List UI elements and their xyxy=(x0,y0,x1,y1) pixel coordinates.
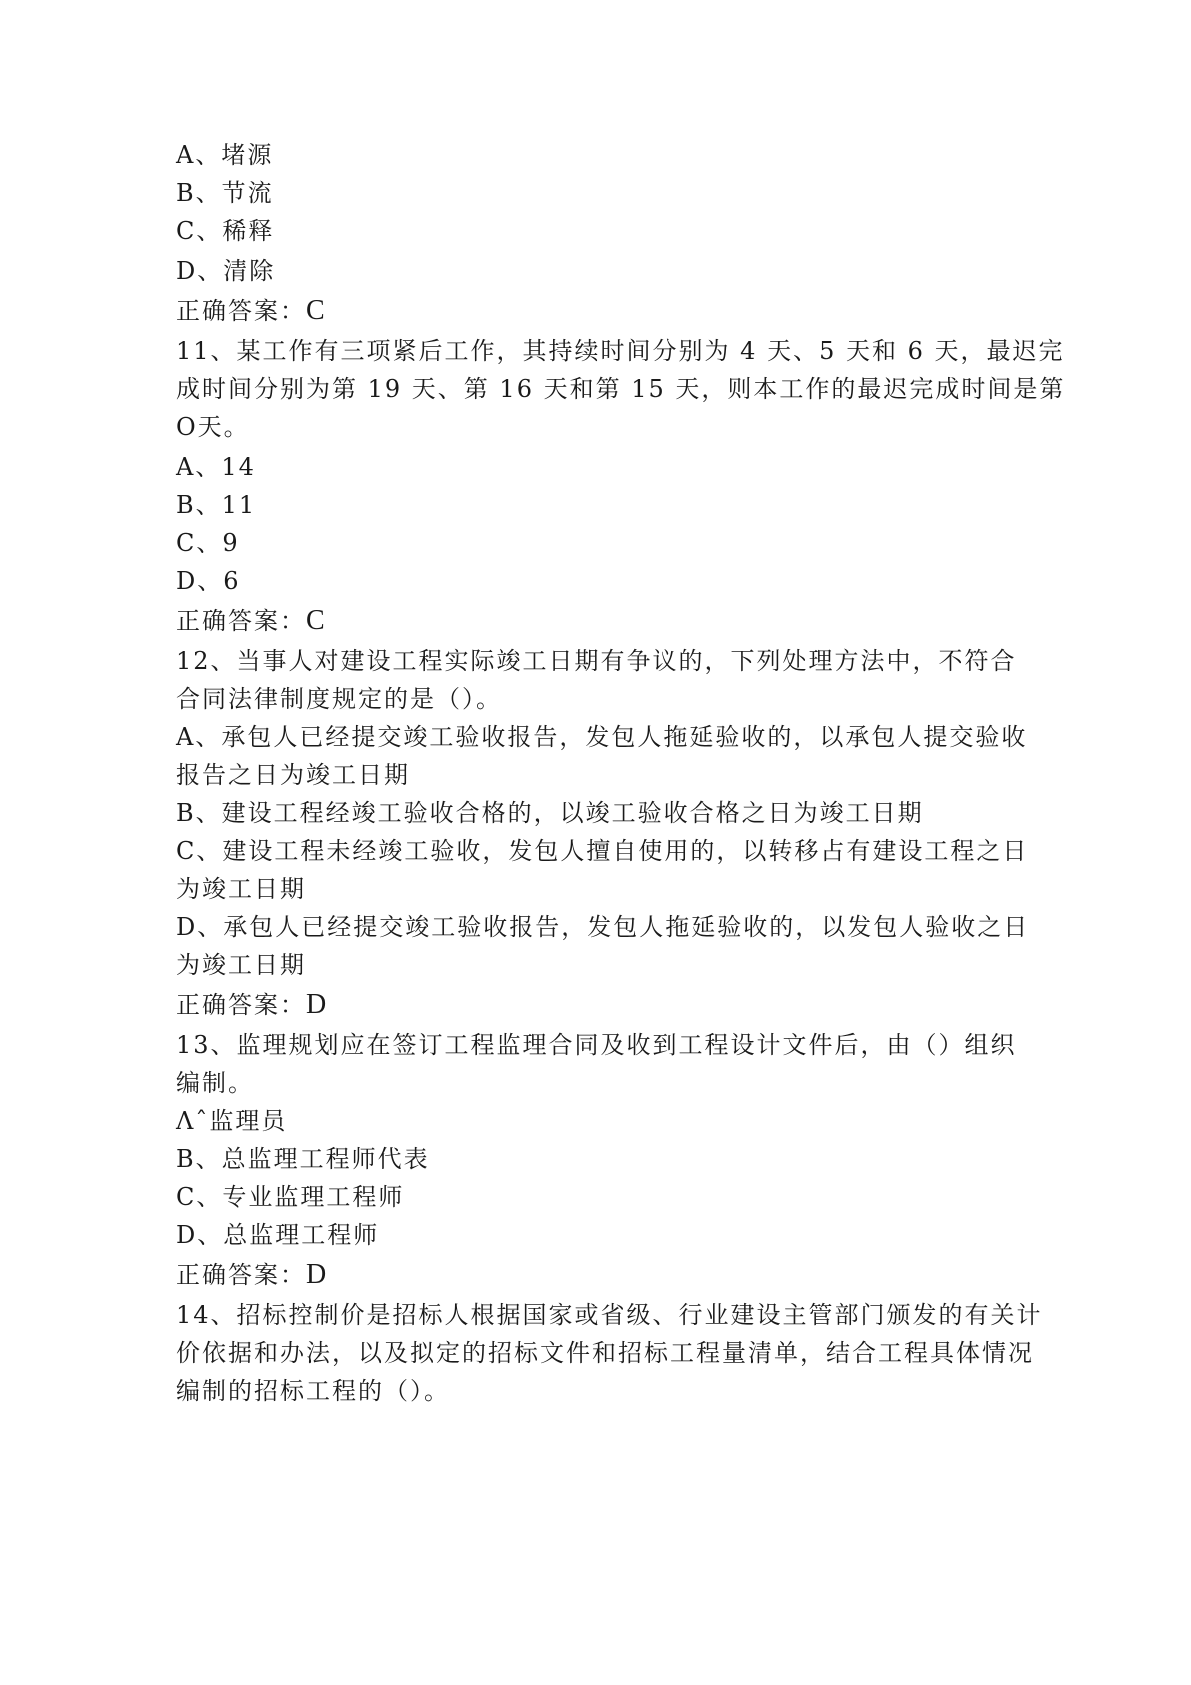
answer-label: 正确答案： xyxy=(176,297,306,325)
q12-option-d-line-1: D、承包人已经提交竣工验收报告，发包人拖延验收的，以发包人验收之日 xyxy=(176,913,1030,941)
q12-option-c-line-1: C、建设工程未经竣工验收，发包人擅自使用的，以转移占有建设工程之日 xyxy=(176,837,1029,865)
q11-stem-line-3: O天。 xyxy=(176,413,250,441)
q10-option-c: C、稀释 xyxy=(176,217,275,245)
q13-option-d: D、总监理工程师 xyxy=(176,1221,380,1249)
q11-option-a: A、14 xyxy=(176,453,256,481)
q14-stem-line-1: 14、招标控制价是招标人根据国家或省级、行业建设主管部门颁发的有关计 xyxy=(176,1301,1043,1329)
q12-option-a-line-1: A、承包人已经提交竣工验收报告，发包人拖延验收的，以承包人提交验收 xyxy=(176,723,1028,751)
q13-answer xyxy=(176,1260,326,1290)
answer-letter: C xyxy=(306,605,325,636)
q12-stem-line-2: 合同法律制度规定的是（）。 xyxy=(176,685,502,713)
q11-option-b: B、11 xyxy=(176,491,257,519)
q12-option-d-line-2: 为竣工日期 xyxy=(176,951,306,979)
q10-answer xyxy=(176,296,325,326)
q12-option-a-line-2: 报告之日为竣工日期 xyxy=(176,761,410,789)
q10-option-d: D、清除 xyxy=(176,257,276,285)
q13-option-a: Λˆ监理员 xyxy=(176,1107,288,1135)
q13-stem-line-2: 编制。 xyxy=(176,1069,254,1097)
q12-option-c-line-2: 为竣工日期 xyxy=(176,875,306,903)
q11-stem-line-1: 11、某工作有三项紧后工作，其持续时间分别为 4 天、5 天和 6 天，最迟完 xyxy=(176,337,1065,365)
q12-answer xyxy=(176,990,326,1020)
q13-stem-line-1: 13、监理规划应在签订工程监理合同及收到工程设计文件后，由（）组织 xyxy=(176,1031,1017,1059)
q12-stem-line-1: 12、当事人对建设工程实际竣工日期有争议的，下列处理方法中，不符合 xyxy=(176,647,1017,675)
q10-option-a: A、堵源 xyxy=(176,141,274,169)
q11-stem-line-2: 成时间分别为第 19 天、第 16 天和第 15 天，则本工作的最迟完成时间是第 xyxy=(176,375,1066,403)
answer-letter: D xyxy=(306,989,327,1020)
q14-stem-line-3: 编制的招标工程的（）。 xyxy=(176,1377,450,1405)
q14-stem-line-2: 价依据和办法，以及拟定的招标文件和招标工程量清单，结合工程具体情况 xyxy=(176,1339,1034,1367)
answer-letter: D xyxy=(306,1259,327,1290)
answer-letter: C xyxy=(306,295,325,326)
q13-option-b: B、总监理工程师代表 xyxy=(176,1145,430,1173)
q13-option-c: C、专业监理工程师 xyxy=(176,1183,405,1211)
answer-label: 正确答案： xyxy=(176,991,306,1019)
q11-option-c: C、9 xyxy=(176,529,240,557)
q11-option-d: D、6 xyxy=(176,567,241,595)
q11-answer xyxy=(176,606,325,636)
q12-option-b: B、建设工程经竣工验收合格的，以竣工验收合格之日为竣工日期 xyxy=(176,799,924,827)
q10-option-b: B、节流 xyxy=(176,179,274,207)
answer-label: 正确答案： xyxy=(176,1261,306,1289)
answer-label: 正确答案： xyxy=(176,607,306,635)
